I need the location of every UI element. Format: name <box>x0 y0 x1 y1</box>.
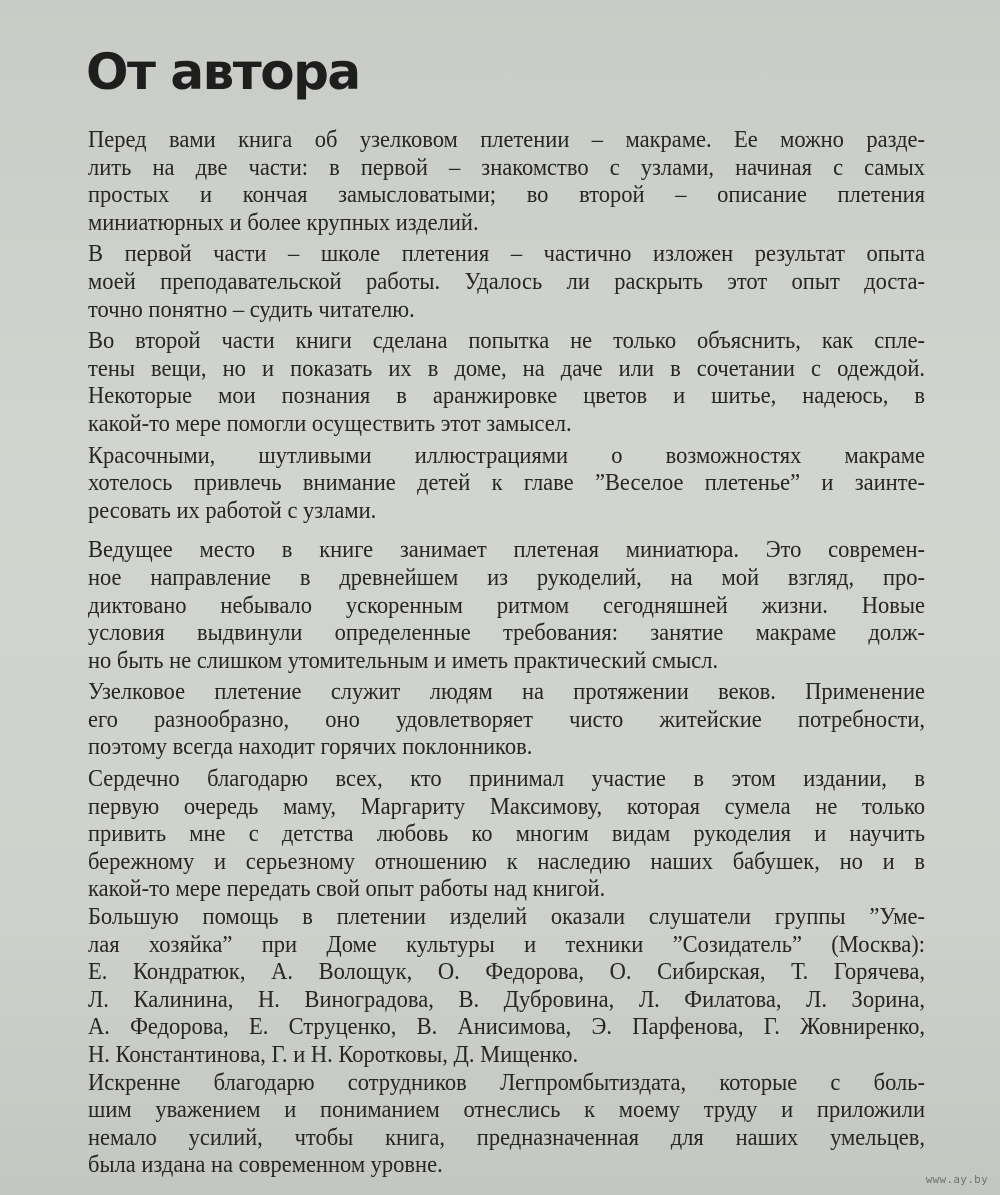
text-line: Узелковое плетение служит людям на протяжении веков. Применение <box>88 678 925 706</box>
paragraph-thanks-family <box>88 765 925 903</box>
text-line: его разнообразно, оно удовлетворяет чисто житейские потребности, <box>88 705 925 733</box>
text-line: моей преподавательской работы. Удалось ли раскрыть этот опыт доста- <box>88 267 925 295</box>
paragraph-miniature <box>88 536 925 674</box>
watermark: www.ay.by <box>925 1173 988 1186</box>
page-title: От автора <box>86 43 360 101</box>
paragraph-knot-weaving <box>88 678 925 761</box>
text-line: лая хозяйка” при Доме культуры и техники ”Созидатель” (Москва): <box>88 930 925 958</box>
text-line: Е. Кондратюк, А. Волощук, О. Федорова, О. Сибирская, Т. Горячева, <box>88 958 925 986</box>
text-line: какой-то мере помогли осуществить этот замысел. <box>88 409 572 437</box>
text-line: привить мне с детства любовь ко многим видам рукоделия и научить <box>88 820 925 848</box>
text-line: точно понятно – судить читателю. <box>88 295 415 323</box>
paragraph-second-part <box>88 327 925 437</box>
text-line: В первой части – школе плетения – частично изложен результат опыта <box>88 240 925 268</box>
text-line: А. Федорова, Е. Струценко, В. Анисимова, Э. Парфенова, Г. Жовниренко, <box>88 1013 925 1041</box>
body-text <box>88 126 925 1179</box>
text-line: Красочными, шутливыми иллюстрациями о возможностях макраме <box>88 441 925 469</box>
text-line: какой-то мере передать свой опыт работы над книгой. <box>88 875 606 903</box>
text-line: Во второй части книги сделана попытка не только объяснить, как спле- <box>88 327 925 355</box>
paragraph-intro <box>88 126 925 236</box>
text-line: диктовано небывало ускоренным ритмом сегодняшней жизни. Новые <box>88 591 925 619</box>
paragraph-thanks-publisher <box>88 1069 925 1179</box>
text-line: бережному и серьезному отношению к наследию наших бабушек, но и в <box>88 847 925 875</box>
text-line: была издана на современном уровне. <box>88 1151 443 1179</box>
text-line: лить на две части: в первой – знакомство с узлами, начиная с самых <box>88 153 925 181</box>
text-line: Сердечно благодарю всех, кто принимал участие в этом издании, в <box>88 765 925 793</box>
text-line: Н. Константинова, Г. и Н. Коротковы, Д. Мищенко. <box>88 1041 579 1068</box>
text-line: Ведущее место в книге занимает плетеная миниатюра. Это современ- <box>88 536 925 564</box>
text-line: но быть не слишком утомительным и иметь практический смысл. <box>88 646 719 674</box>
text-line: условия выдвинули определенные требования: занятие макраме долж- <box>88 619 925 647</box>
text-line: Л. Калинина, Н. Виноградова, В. Дубровина, Л. Филатова, Л. Зорина, <box>88 985 925 1013</box>
text-line: первую очередь маму, Маргариту Максимову, которая сумела не только <box>88 792 925 820</box>
text-line: Искренне благодарю сотрудников Легпромбытиздата, которые с боль- <box>88 1068 925 1096</box>
text-line: поэтому всегда находит горячих поклонников. <box>88 733 533 761</box>
text-line: Перед вами книга об узелковом плетении – макраме. Ее можно разде- <box>88 126 925 153</box>
paragraph-first-part <box>88 240 925 323</box>
text-line: миниатюрных и более крупных изделий. <box>88 208 479 236</box>
text-line: Большую помощь в плетении изделий оказали слушатели группы ”Уме- <box>88 903 925 931</box>
text-line: Некоторые мои познания в аранжировке цветов и шитье, надеюсь, в <box>88 382 925 410</box>
text-line: шим уважением и пониманием отнеслись к моему труду и приложили <box>88 1096 925 1124</box>
paragraph-illustrations <box>88 442 925 525</box>
text-line: немало усилий, чтобы книга, предназначенная для наших умельцев, <box>88 1123 925 1151</box>
text-line: ное направление в древнейшем из рукоделий, на мой взгляд, про- <box>88 563 925 591</box>
text-line: тены вещи, но и показать их в доме, на даче или в сочетании с одеждой. <box>88 354 925 382</box>
text-line: простых и кончая замысловатыми; во второй – описание плетения <box>88 181 925 209</box>
text-line: ресовать их работой с узлами. <box>88 496 377 524</box>
text-line: хотелось привлечь внимание детей к главе ”Веселое плетенье” и заинте- <box>88 469 925 497</box>
paragraph-thanks-group <box>88 903 925 1069</box>
